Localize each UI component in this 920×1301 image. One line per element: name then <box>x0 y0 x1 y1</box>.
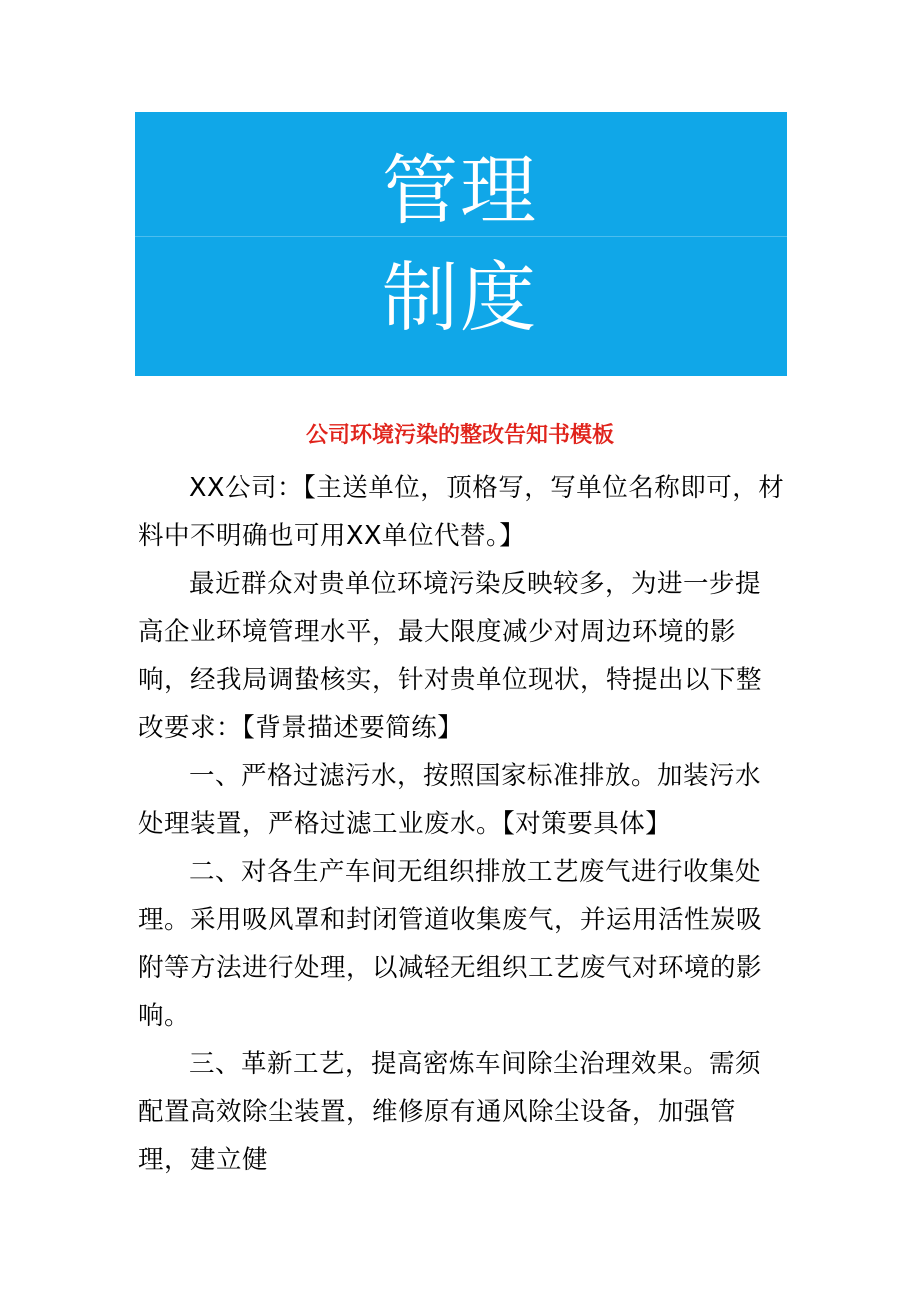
document-title: 公司环境污染的整改告知书模板 <box>305 423 614 448</box>
document-body <box>138 464 786 1184</box>
banner-title-line-2: 制度 <box>382 253 538 342</box>
paragraph-background: 最近群众对贵单位环境污染反映较多，为进一步提高企业环境管理水平，最大限度减少对周边环境的影响，经我局调蛰核实，针对贵单位现状，特提出以下整改要求：【背景描述要简练】 <box>138 569 763 743</box>
paragraph-item-1: 一、严格过滤污水，按照国家标准排放。加装污水处理装置，严格过滤工业废水。【对策要具体】 <box>138 761 762 839</box>
paragraph-recipient: XX公司：【主送单位，顶格写，写单位名称即可，材料中不明确也可用XX单位代替。】 <box>138 473 785 551</box>
banner-title-line-1: 管理 <box>382 146 538 235</box>
paragraph-item-2: 二、对各生产车间无组织排放工艺废气进行收集处理。采用吸风罩和封闭管道收集废气，并运用活性炭吸附等方法进行处理，以减轻无组织工艺废气对环境的影响。 <box>138 857 763 1031</box>
banner-divider <box>135 236 787 237</box>
paragraph-item-3: 三、革新工艺，提高密炼车间除尘治理效果。需须配置高效除尘装置，维修原有通风除尘设备，加强管理，建立健 <box>138 1049 762 1175</box>
